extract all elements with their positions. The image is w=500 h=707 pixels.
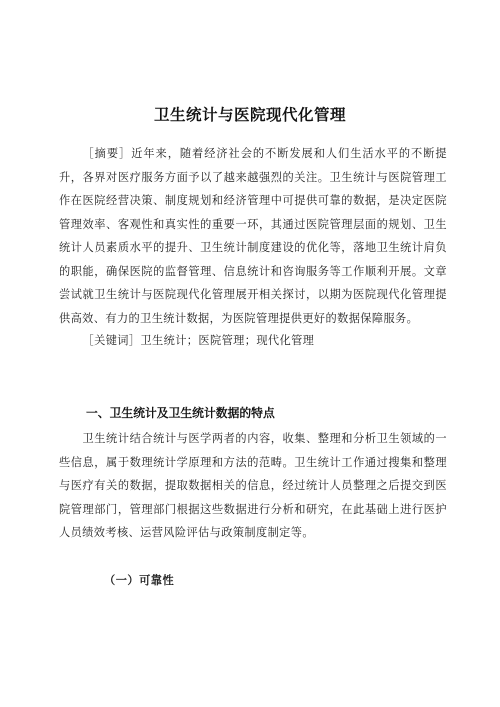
keywords-paragraph: ［关键词］卫生统计；医院管理；现代化管理: [82, 334, 315, 347]
section-paragraph: 卫生统计结合统计与医学两者的内容，收集、整理和分析卫生领域的一些信息，属于数理统计学原理和方法的范畴。卫生统计工作通过搜集和整理与医疗有关的数据，提取数据相关的信息，经过统计人员整理之后提交到医院管理部门，管理部门根据这些数据进行分析和研究，在此基础上进行医护人员绩效考核、运营风险评估与政策制度制定等。: [59, 432, 447, 539]
subsection-heading: （一）可靠性: [104, 573, 175, 587]
abstract-paragraph: ［摘要］近年来，随着经济社会的不断发展和人们生活水平的不断提升，各界对医疗服务方面予以了越来越强烈的关注。卫生统计与医院管理工作在医院经营决策、制度规划和经济管理中可提供可靠的数据，是决定医院管理效率、客观性和真实性的重要一环，其通过医院管理层面的规划、卫生统计人员素质水平的提升、卫生统计制度建设的优化等，落地卫生统计肩负的职能，确保医院的监督管理、信息统计和咨询服务等工作顺利开展。文章尝试就卫生统计与医院现代化管理展开相关探讨，以期为医院现代化管理提供高效、有力的卫生统计数据，为医院管理提供更好的数据保障服务。: [59, 147, 447, 325]
document-title: 卫生统计与医院现代化管理: [153, 106, 346, 125]
section-heading: 一、卫生统计及卫生统计数据的特点: [86, 406, 275, 420]
